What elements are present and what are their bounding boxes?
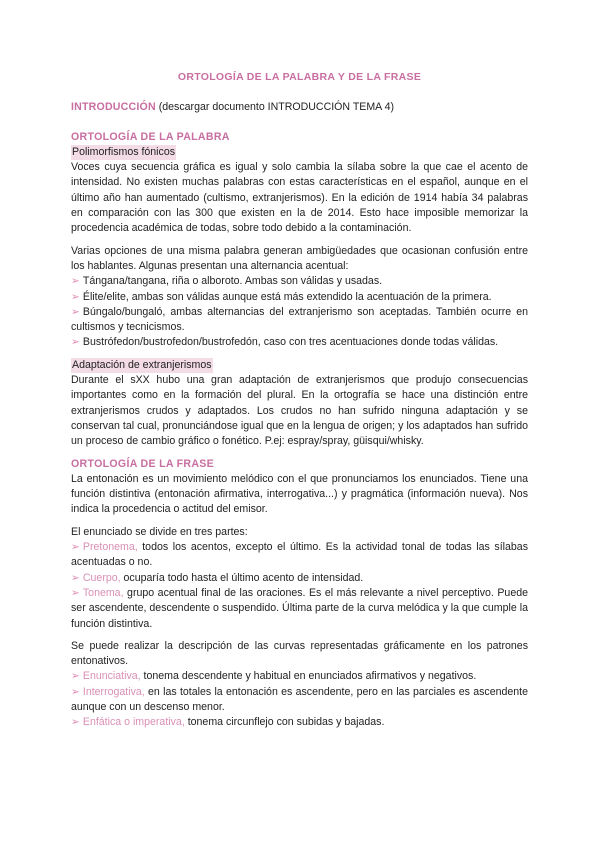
arrow-bullet-icon: ➢ xyxy=(71,305,80,318)
term-pretonema: Pretonema, xyxy=(82,541,138,554)
list-item xyxy=(71,290,528,305)
list-item xyxy=(71,335,528,350)
term-enunciativa: Enunciativa, xyxy=(82,670,141,683)
paragraph-entonacion: La entonación es un movimiento melódico con el que pronunciamos los enunciados. Tiene una función distintiva (entonación afirmativa, interrogativa...) y pragmática (información nueva). Nos indica la procedencia o actitud del emisor. xyxy=(71,472,528,516)
paragraph-extranjerismos: Durante el sXX hubo una gran adaptación de extranjerismos que produjo consecuencias importantes como en la formación del plural. En la ortografía se hace una distinción entre extranjerismos crudos y adaptados. Los crudos no han sufrido ninguna adaptación y se conservan tal cual, pronunciándose igual que en la lengua de origen; y los adaptados han sufrido un proceso de cambio gráfico o fonético. P.ej: espray/spray, güisqui/whisky. xyxy=(71,374,528,448)
list-item-text: Élite/elite, ambas son válidas aunque está más extendido la acentuación de la primera. xyxy=(82,290,492,303)
intro-text: (descargar documento INTRODUCCIÓN TEMA 4) xyxy=(155,101,395,114)
term-interrogativa: Interrogativa, xyxy=(82,685,145,698)
arrow-bullet-icon: ➢ xyxy=(71,685,80,698)
document-title: ORTOLOGÍA DE LA PALABRA Y DE LA FRASE xyxy=(177,71,422,83)
paragraph-enunciado: El enunciado se divide en tres partes: xyxy=(71,525,248,538)
term-cuerpo: Cuerpo, xyxy=(82,571,121,584)
list-item-text: grupo acentual final de las oraciones. Es el más relevante a nivel perceptivo. Puede ser ascendente, descendente o suspendido. Última parte de la curva melódica y la que cumple la función distintiva. xyxy=(71,586,528,630)
arrow-bullet-icon: ➢ xyxy=(71,716,80,729)
subheading-extranjerismos: Adaptación de extranjerismos xyxy=(71,358,213,373)
intro-line xyxy=(71,100,528,115)
list-item xyxy=(71,715,528,730)
list-item-text: ocuparía todo hasta el último acento de intensidad. xyxy=(120,571,364,584)
arrow-bullet-icon: ➢ xyxy=(71,670,80,683)
arrow-bullet-icon: ➢ xyxy=(71,275,80,288)
list-item-text: Bustrófedon/bustrofedon/bustrofedón, caso con tres acentuaciones donde todas válidas. xyxy=(82,336,499,349)
arrow-bullet-icon: ➢ xyxy=(71,541,80,554)
paragraph-ambiguedades: Varias opciones de una misma palabra generan ambigüedades que ocasionan confusión entre los hablantes. Algunas presentan una alternancia acentual: xyxy=(71,244,528,272)
term-enfatica: Enfática o imperativa, xyxy=(82,716,185,729)
list-item xyxy=(71,571,528,586)
intro-label: INTRODUCCIÓN xyxy=(71,101,156,114)
paragraph-polimorfismos: Voces cuya secuencia gráfica es igual y solo cambia la sílaba sobre la que cae el acento de intensidad. No existen muchas palabras con estas características en el español, aunque en el último año han aumentado (cultismo, extranjerismos). En la edición de 1914 había 34 palabras en comparación con las 300 que existen en la de 2014. Esto hace imposible memorizar la procedencia académica de todas, sobre todo debido a la contaminación. xyxy=(71,161,528,235)
section-heading-palabra: ORTOLOGÍA DE LA PALABRA xyxy=(71,130,230,143)
list-item-text: Búngalo/bungaló, ambas alternancias del extranjerismo son aceptadas. También ocurre en cultismos y tecnicismos. xyxy=(71,305,528,334)
arrow-bullet-icon: ➢ xyxy=(71,290,80,303)
list-item xyxy=(71,669,528,684)
arrow-bullet-icon: ➢ xyxy=(71,586,80,599)
list-item-text: todos los acentos, excepto el último. Es la actividad tonal de todas las sílabas acentuadas o no. xyxy=(71,541,528,569)
term-tonema: Tonema, xyxy=(82,586,124,599)
subheading-polimorfismos: Polimorfismos fónicos xyxy=(71,145,176,160)
arrow-bullet-icon: ➢ xyxy=(71,571,80,584)
section-heading-frase: ORTOLOGÍA DE LA FRASE xyxy=(71,457,215,470)
list-item-text: tonema circunflejo con subidas y bajadas. xyxy=(184,716,385,729)
list-item-text: en las totales la entonación es ascendente, pero en las parciales es ascendente aunque con un descenso menor. xyxy=(71,685,528,713)
arrow-bullet-icon: ➢ xyxy=(71,336,80,349)
list-item-text: tonema descendente y habitual en enunciados afirmativos y negativos. xyxy=(140,670,477,683)
list-item xyxy=(71,540,528,571)
list-item xyxy=(71,685,528,716)
list-item xyxy=(71,586,528,632)
list-item-text: Tángana/tangana, riña o alboroto. Ambas son válidas y usadas. xyxy=(82,275,383,288)
paragraph-curvas: Se puede realizar la descripción de las curvas representadas gráficamente en los patrones entonativos. xyxy=(71,639,528,668)
list-item xyxy=(71,305,528,336)
list-item xyxy=(71,274,528,289)
